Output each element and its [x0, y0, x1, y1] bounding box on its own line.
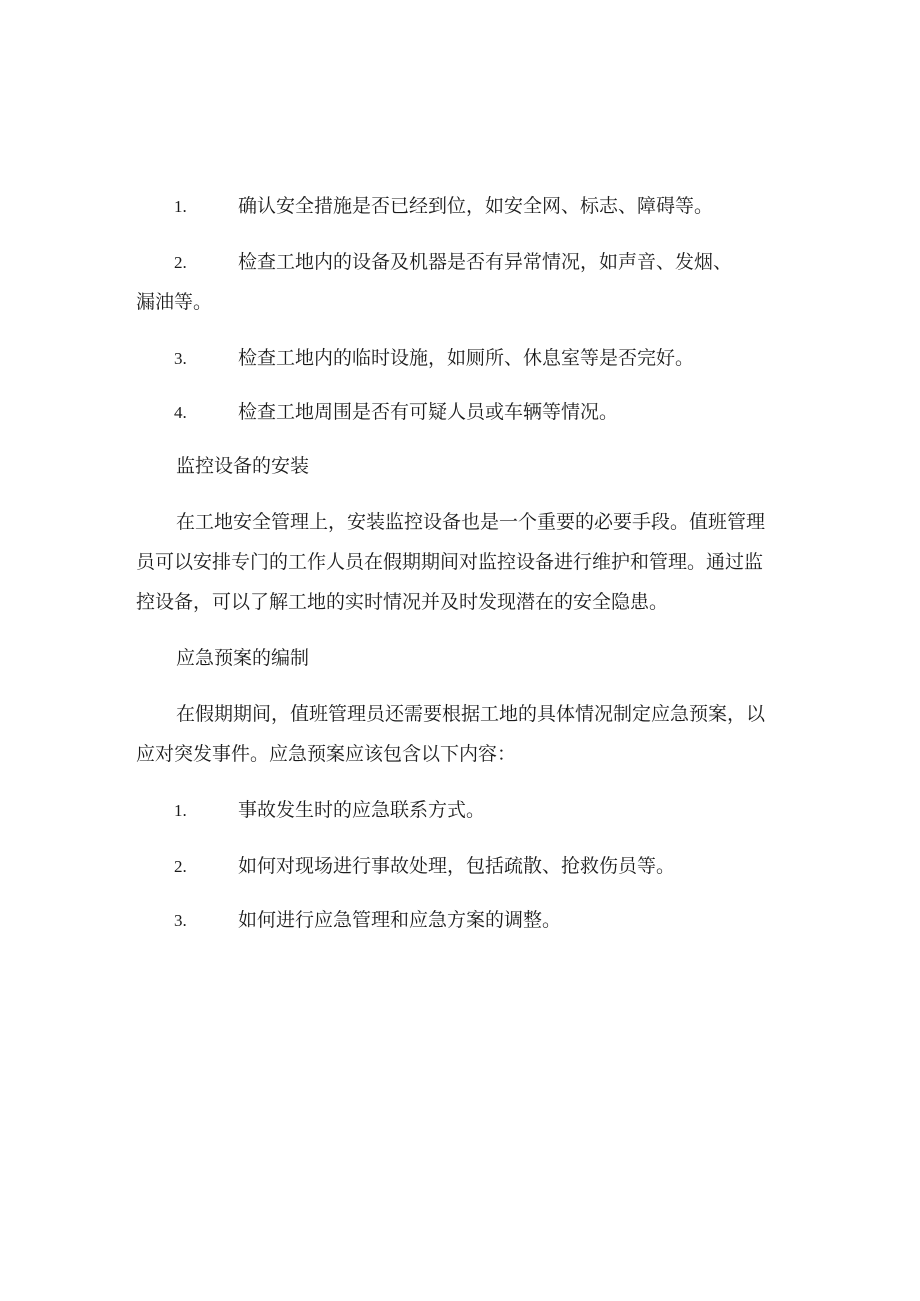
paragraph-line: 应对突发事件。应急预案应该包含以下内容：: [136, 743, 517, 765]
list-number: 1.: [174, 197, 187, 216]
paragraph-line: 员可以安排专门的工作人员在假期期间对监控设备进行维护和管理。通过监: [136, 551, 764, 573]
section-heading: 应急预案的编制: [176, 647, 310, 669]
list-number: 1.: [174, 801, 187, 820]
list-number: 3.: [174, 911, 187, 930]
list-item-text: 确认安全措施是否已经到位，如安全网、标志、障碍等。: [238, 195, 714, 217]
list-number: 4.: [174, 403, 187, 422]
list-number: 2.: [174, 857, 187, 876]
list-number: 3.: [174, 349, 187, 368]
paragraph-line: 在假期期间，值班管理员还需要根据工地的具体情况制定应急预案，以: [176, 703, 766, 725]
list-item-text: 检查工地周围是否有可疑人员或车辆等情况。: [238, 401, 619, 423]
list-item-continuation: 漏油等。: [136, 291, 213, 313]
paragraph-line: 在工地安全管理上，安装监控设备也是一个重要的必要手段。值班管理: [176, 511, 766, 533]
paragraph-line: 控设备，可以了解工地的实时情况并及时发现潜在的安全隐患。: [136, 591, 669, 613]
list-item-text: 检查工地内的临时设施，如厕所、休息室等是否完好。: [238, 347, 695, 369]
list-item-text: 事故发生时的应急联系方式。: [238, 799, 486, 821]
section-heading: 监控设备的安装: [176, 455, 310, 477]
list-item-text: 检查工地内的设备及机器是否有异常情况，如声音、发烟、: [238, 251, 733, 273]
list-number: 2.: [174, 253, 187, 272]
list-item-text: 如何对现场进行事故处理，包括疏散、抢救伤员等。: [238, 855, 676, 877]
list-item-text: 如何进行应急管理和应急方案的调整。: [238, 909, 562, 931]
